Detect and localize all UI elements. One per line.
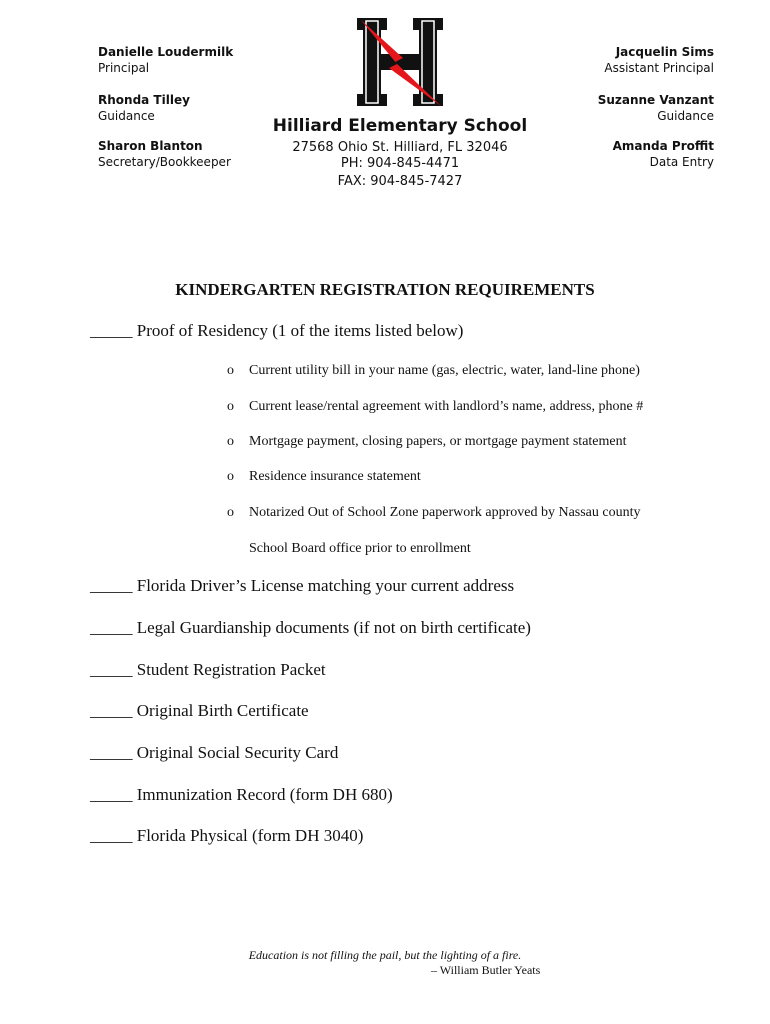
staff-role: Guidance bbox=[657, 109, 714, 123]
school-fax: FAX: 904-845-7427 bbox=[337, 174, 463, 189]
residency-option bbox=[227, 399, 643, 415]
staff-principal bbox=[98, 44, 233, 76]
school-address: 27568 Ohio St. Hilliard, FL 32046 bbox=[292, 140, 508, 155]
residency-option-text: School Board office prior to enrollment bbox=[249, 541, 471, 556]
bullet-icon: o bbox=[227, 434, 234, 449]
residency-option bbox=[227, 505, 641, 521]
requirement-item: _____ Legal Guardianship documents (if not on birth certificate) bbox=[90, 618, 531, 637]
document-title: KINDERGARTEN REGISTRATION REQUIREMENTS bbox=[175, 280, 595, 299]
requirement-item: _____ Immunization Record (form DH 680) bbox=[90, 785, 393, 804]
staff-assistant-principal bbox=[604, 44, 714, 76]
school-name: Hilliard Elementary School bbox=[272, 116, 528, 136]
requirement-item: _____ Proof of Residency (1 of the items listed below) bbox=[90, 321, 464, 340]
requirement-item: _____ Original Social Security Card bbox=[90, 743, 339, 762]
residency-option bbox=[227, 469, 421, 485]
school-phone: PH: 904-845-4471 bbox=[340, 156, 460, 171]
staff-name: Jacquelin Sims bbox=[615, 45, 714, 59]
staff-name: Rhonda Tilley bbox=[98, 93, 190, 107]
residency-option-continuation bbox=[227, 541, 471, 557]
staff-role: Guidance bbox=[98, 109, 155, 123]
staff-role: Secretary/Bookkeeper bbox=[98, 155, 231, 169]
staff-name: Suzanne Vanzant bbox=[597, 93, 714, 107]
residency-option bbox=[227, 434, 627, 450]
footer-quote: Education is not filling the pail, but the lighting of a fire. bbox=[248, 948, 522, 962]
bullet-icon: o bbox=[227, 469, 234, 484]
requirement-item: _____ Original Birth Certificate bbox=[90, 701, 309, 720]
residency-option-text: Current utility bill in your name (gas, electric, water, land-line phone) bbox=[249, 363, 640, 378]
residency-option-text: Notarized Out of School Zone paperwork approved by Nassau county bbox=[249, 505, 641, 520]
logo-letter-h bbox=[357, 18, 443, 106]
staff-role: Principal bbox=[98, 61, 150, 75]
residency-option-text: Mortgage payment, closing papers, or mortgage payment statement bbox=[249, 434, 627, 449]
bullet-icon: o bbox=[227, 399, 234, 414]
bullet-icon: o bbox=[227, 505, 234, 520]
requirement-item: _____ Student Registration Packet bbox=[90, 660, 326, 679]
residency-option-text: Current lease/rental agreement with landlord’s name, address, phone # bbox=[249, 399, 644, 414]
residency-option bbox=[227, 363, 640, 379]
residency-option-text: Residence insurance statement bbox=[249, 469, 421, 484]
staff-role: Data Entry bbox=[649, 155, 714, 169]
staff-role: Assistant Principal bbox=[604, 61, 714, 75]
bullet-icon: o bbox=[227, 363, 234, 378]
staff-guidance-right bbox=[598, 92, 714, 124]
staff-secretary bbox=[98, 138, 231, 170]
staff-guidance-left bbox=[98, 92, 190, 124]
school-logo-icon bbox=[355, 14, 445, 110]
requirement-item: _____ Florida Physical (form DH 3040) bbox=[90, 826, 364, 845]
staff-name: Danielle Loudermilk bbox=[98, 45, 234, 59]
staff-name: Sharon Blanton bbox=[98, 139, 203, 153]
staff-name: Amanda Proffit bbox=[612, 139, 714, 153]
requirement-item: _____ Florida Driver’s License matching your current address bbox=[90, 576, 515, 595]
footer-quote-author: – William Butler Yeats bbox=[431, 963, 541, 977]
staff-data-entry bbox=[613, 138, 714, 170]
